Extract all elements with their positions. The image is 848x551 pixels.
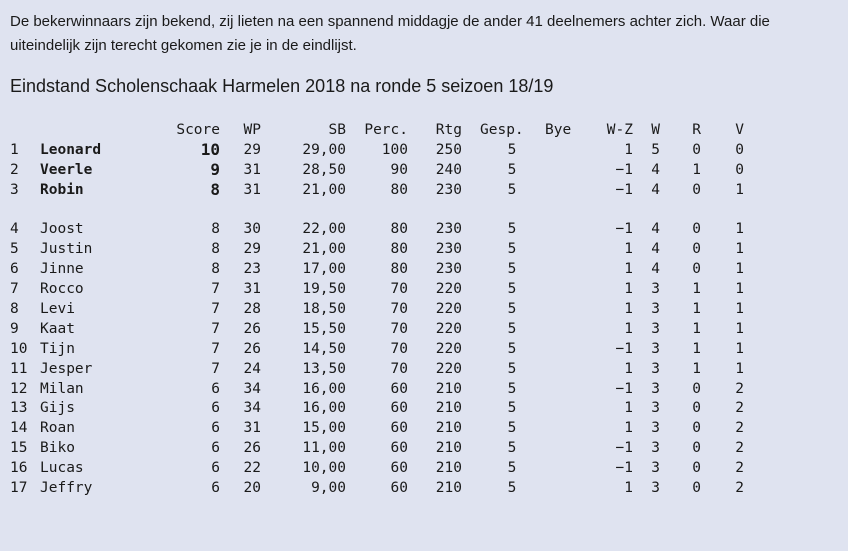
column-header-w: W — [651, 122, 660, 138]
row-1-score: 10 — [200, 140, 220, 159]
row-10-wp: 26 — [243, 341, 261, 357]
row-2-v: 0 — [735, 162, 744, 178]
row-10-perc: 70 — [390, 341, 408, 357]
row-5-rtg: 230 — [435, 241, 462, 257]
row-10-rtg: 220 — [435, 341, 462, 357]
row-12-r: 0 — [692, 381, 701, 397]
row-5-score: 8 — [211, 241, 220, 257]
row-10-w: 3 — [651, 341, 660, 357]
row-8-score: 7 — [211, 301, 220, 317]
row-14-rtg: 210 — [435, 420, 462, 436]
row-12-rank: 12 — [10, 381, 28, 397]
row-1-name: Leonard — [40, 142, 102, 158]
row-12-wp: 34 — [243, 381, 261, 397]
row-16-rank: 16 — [10, 460, 28, 476]
row-14-gesp: 5 — [507, 420, 517, 436]
row-10-score: 7 — [211, 341, 220, 357]
row-7-name: Rocco — [40, 281, 84, 297]
row-5-wp: 29 — [243, 241, 261, 257]
row-12-wz: −1 — [615, 381, 633, 397]
row-4-sb: 22,00 — [302, 221, 346, 237]
row-11-rtg: 220 — [435, 361, 462, 377]
row-9-wp: 26 — [243, 321, 261, 337]
row-16-wz: −1 — [615, 460, 633, 476]
row-4-r: 0 — [692, 221, 701, 237]
row-15-score: 6 — [211, 440, 220, 456]
row-7-rank: 7 — [10, 281, 19, 297]
row-8-name: Levi — [40, 301, 75, 317]
row-8-wz: 1 — [624, 301, 633, 317]
row-6-sb: 17,00 — [302, 261, 346, 277]
row-3-rank: 3 — [10, 182, 19, 198]
row-12-perc: 60 — [390, 381, 408, 397]
row-12-score: 6 — [211, 381, 220, 397]
row-2-rtg: 240 — [435, 162, 462, 178]
row-2-wz: −1 — [615, 162, 633, 178]
row-17-score: 6 — [211, 480, 220, 496]
row-15-r: 0 — [692, 440, 701, 456]
row-8-r: 1 — [692, 301, 701, 317]
row-9-perc: 70 — [390, 321, 408, 337]
row-5-r: 0 — [692, 241, 701, 257]
row-5-v: 1 — [735, 241, 744, 257]
row-5-wz: 1 — [624, 241, 633, 257]
row-2-r: 1 — [692, 162, 701, 178]
row-15-rtg: 210 — [435, 440, 462, 456]
column-header-wz: W-Z — [606, 122, 633, 138]
row-8-wp: 28 — [243, 301, 261, 317]
row-11-wp: 24 — [243, 361, 261, 377]
row-15-w: 3 — [651, 440, 660, 456]
row-12-rtg: 210 — [435, 381, 462, 397]
row-15-sb: 11,00 — [302, 440, 346, 456]
row-6-perc: 80 — [390, 261, 408, 277]
row-3-r: 0 — [692, 182, 701, 198]
row-9-score: 7 — [211, 321, 220, 337]
row-5-sb: 21,00 — [302, 241, 346, 257]
row-3-score: 8 — [210, 180, 220, 199]
row-8-sb: 18,50 — [302, 301, 346, 317]
row-7-r: 1 — [692, 281, 701, 297]
row-6-wz: 1 — [624, 261, 633, 277]
row-16-wp: 22 — [243, 460, 261, 476]
row-16-w: 3 — [651, 460, 660, 476]
row-14-w: 3 — [651, 420, 660, 436]
row-11-rank: 11 — [10, 361, 28, 377]
row-8-w: 3 — [651, 301, 660, 317]
row-11-perc: 70 — [390, 361, 408, 377]
row-2-rank: 2 — [10, 162, 19, 178]
row-13-perc: 60 — [390, 400, 408, 416]
row-17-wp: 20 — [243, 480, 261, 496]
row-7-rtg: 220 — [435, 281, 462, 297]
row-2-sb: 28,50 — [302, 162, 346, 178]
row-7-gesp: 5 — [507, 281, 517, 297]
row-5-perc: 80 — [390, 241, 408, 257]
row-6-score: 8 — [211, 261, 220, 277]
row-8-perc: 70 — [390, 301, 408, 317]
row-3-sb: 21,00 — [302, 182, 346, 198]
row-11-wz: 1 — [624, 361, 633, 377]
row-9-v: 1 — [735, 321, 744, 337]
column-header-score: Score — [176, 122, 220, 138]
column-header-r: R — [692, 122, 701, 138]
column-header-rtg: Rtg — [435, 122, 462, 138]
row-4-score: 8 — [211, 221, 220, 237]
row-3-v: 1 — [735, 182, 744, 198]
row-12-v: 2 — [735, 381, 744, 397]
row-4-perc: 80 — [390, 221, 408, 237]
row-13-name: Gijs — [40, 400, 75, 416]
row-2-perc: 90 — [390, 162, 408, 178]
row-17-wz: 1 — [624, 480, 633, 496]
row-11-w: 3 — [651, 361, 660, 377]
row-12-sb: 16,00 — [302, 381, 346, 397]
column-header-gesp: Gesp. — [480, 122, 524, 138]
row-13-rtg: 210 — [435, 400, 462, 416]
row-1-v: 0 — [735, 142, 744, 158]
row-14-sb: 15,00 — [302, 420, 346, 436]
row-13-rank: 13 — [10, 400, 28, 416]
row-7-v: 1 — [735, 281, 744, 297]
row-17-name: Jeffry — [40, 480, 93, 496]
row-16-sb: 10,00 — [302, 460, 346, 476]
row-14-score: 6 — [211, 420, 220, 436]
row-13-w: 3 — [651, 400, 660, 416]
row-13-wz: 1 — [624, 400, 633, 416]
row-9-name: Kaat — [40, 321, 75, 337]
row-15-gesp: 5 — [507, 440, 517, 456]
row-10-r: 1 — [692, 341, 701, 357]
row-16-perc: 60 — [390, 460, 408, 476]
row-4-w: 4 — [651, 221, 660, 237]
row-16-gesp: 5 — [507, 460, 517, 476]
row-2-w: 4 — [651, 162, 660, 178]
row-17-r: 0 — [692, 480, 701, 496]
row-7-sb: 19,50 — [302, 281, 346, 297]
row-4-rtg: 230 — [435, 221, 462, 237]
row-6-r: 0 — [692, 261, 701, 277]
row-9-wz: 1 — [624, 321, 633, 337]
row-15-rank: 15 — [10, 440, 28, 456]
row-10-wz: −1 — [615, 341, 633, 357]
column-header-bye: Bye — [545, 122, 572, 138]
row-6-v: 1 — [735, 261, 744, 277]
row-7-perc: 70 — [390, 281, 408, 297]
row-14-name: Roan — [40, 420, 75, 436]
row-16-rtg: 210 — [435, 460, 462, 476]
row-3-wz: −1 — [615, 182, 633, 198]
row-15-wp: 26 — [243, 440, 261, 456]
row-4-name: Joost — [40, 221, 84, 237]
row-8-rank: 8 — [10, 301, 19, 317]
row-9-w: 3 — [651, 321, 660, 337]
row-3-perc: 80 — [390, 182, 408, 198]
row-16-score: 6 — [211, 460, 220, 476]
row-16-name: Lucas — [40, 460, 84, 476]
row-6-rtg: 230 — [435, 261, 462, 277]
row-13-sb: 16,00 — [302, 400, 346, 416]
row-1-wp: 29 — [243, 142, 261, 158]
standings-title: Eindstand Scholenschaak Harmelen 2018 na ronde 5 seizoen 18/19 — [10, 76, 554, 96]
row-2-gesp: 5 — [507, 162, 517, 178]
row-7-score: 7 — [211, 281, 220, 297]
row-9-r: 1 — [692, 321, 701, 337]
row-7-wz: 1 — [624, 281, 633, 297]
row-5-gesp: 5 — [507, 241, 517, 257]
row-14-wz: 1 — [624, 420, 633, 436]
column-header-perc: Perc. — [364, 122, 408, 138]
row-3-wp: 31 — [243, 182, 261, 198]
row-4-rank: 4 — [10, 221, 19, 237]
row-13-gesp: 5 — [507, 400, 517, 416]
row-12-w: 3 — [651, 381, 660, 397]
row-5-name: Justin — [40, 241, 93, 257]
row-10-gesp: 5 — [507, 341, 517, 357]
row-6-gesp: 5 — [507, 261, 517, 277]
row-6-rank: 6 — [10, 261, 19, 277]
row-11-gesp: 5 — [507, 361, 517, 377]
row-4-v: 1 — [735, 221, 744, 237]
row-6-w: 4 — [651, 261, 660, 277]
row-17-rtg: 210 — [435, 480, 462, 496]
row-13-v: 2 — [735, 400, 744, 416]
row-1-perc: 100 — [381, 142, 408, 158]
row-17-w: 3 — [651, 480, 660, 496]
row-14-r: 0 — [692, 420, 701, 436]
row-2-wp: 31 — [243, 162, 261, 178]
row-9-gesp: 5 — [507, 321, 517, 337]
row-1-sb: 29,00 — [302, 142, 346, 158]
row-11-sb: 13,50 — [302, 361, 346, 377]
row-17-rank: 17 — [10, 480, 28, 496]
row-17-perc: 60 — [390, 480, 408, 496]
row-4-wz: −1 — [615, 221, 633, 237]
row-1-gesp: 5 — [507, 142, 517, 158]
row-13-score: 6 — [211, 400, 220, 416]
row-10-sb: 14,50 — [302, 341, 346, 357]
row-14-wp: 31 — [243, 420, 261, 436]
column-header-wp: WP — [243, 122, 261, 138]
row-13-wp: 34 — [243, 400, 261, 416]
row-10-rank: 10 — [10, 341, 28, 357]
row-14-v: 2 — [735, 420, 744, 436]
row-16-v: 2 — [735, 460, 744, 476]
row-3-w: 4 — [651, 182, 660, 198]
row-2-score: 9 — [210, 160, 220, 179]
row-12-name: Milan — [40, 381, 84, 397]
row-10-name: Tijn — [40, 341, 75, 357]
row-7-w: 3 — [651, 281, 660, 297]
row-15-wz: −1 — [615, 440, 633, 456]
row-5-rank: 5 — [10, 241, 19, 257]
row-3-name: Robin — [40, 182, 84, 198]
row-1-wz: 1 — [624, 142, 633, 158]
row-17-gesp: 5 — [507, 480, 517, 496]
row-15-v: 2 — [735, 440, 744, 456]
row-1-rtg: 250 — [435, 142, 462, 158]
row-11-v: 1 — [735, 361, 744, 377]
row-1-r: 0 — [692, 142, 701, 158]
row-9-sb: 15,50 — [302, 321, 346, 337]
row-2-name: Veerle — [40, 162, 93, 178]
row-16-r: 0 — [692, 460, 701, 476]
row-8-gesp: 5 — [507, 301, 517, 317]
row-8-rtg: 220 — [435, 301, 462, 317]
row-1-w: 5 — [651, 142, 660, 158]
row-9-rank: 9 — [10, 321, 19, 337]
row-11-score: 7 — [211, 361, 220, 377]
column-header-v: V — [735, 122, 744, 138]
row-9-rtg: 220 — [435, 321, 462, 337]
row-14-perc: 60 — [390, 420, 408, 436]
row-11-name: Jesper — [40, 361, 93, 377]
row-4-wp: 30 — [243, 221, 261, 237]
column-header-sb: SB — [328, 122, 346, 138]
row-14-rank: 14 — [10, 420, 28, 436]
row-17-v: 2 — [735, 480, 744, 496]
row-10-v: 1 — [735, 341, 744, 357]
row-7-wp: 31 — [243, 281, 261, 297]
row-11-r: 1 — [692, 361, 701, 377]
row-3-rtg: 230 — [435, 182, 462, 198]
row-6-wp: 23 — [243, 261, 261, 277]
row-6-name: Jinne — [40, 261, 84, 277]
row-1-rank: 1 — [10, 142, 19, 158]
row-17-sb: 9,00 — [311, 480, 346, 496]
row-13-r: 0 — [692, 400, 701, 416]
row-15-perc: 60 — [390, 440, 408, 456]
row-4-gesp: 5 — [507, 221, 517, 237]
row-3-gesp: 5 — [507, 182, 517, 198]
row-5-w: 4 — [651, 241, 660, 257]
intro-text: De bekerwinnaars zijn bekend, zij lieten na een spannend middagje de ander 41 deelnemers achter zich. Waar die uiteindelijk zijn terecht gekomen zie je in de eindlijst. — [10, 13, 770, 54]
row-12-gesp: 5 — [507, 381, 517, 397]
row-8-v: 1 — [735, 301, 744, 317]
row-15-name: Biko — [40, 440, 75, 456]
